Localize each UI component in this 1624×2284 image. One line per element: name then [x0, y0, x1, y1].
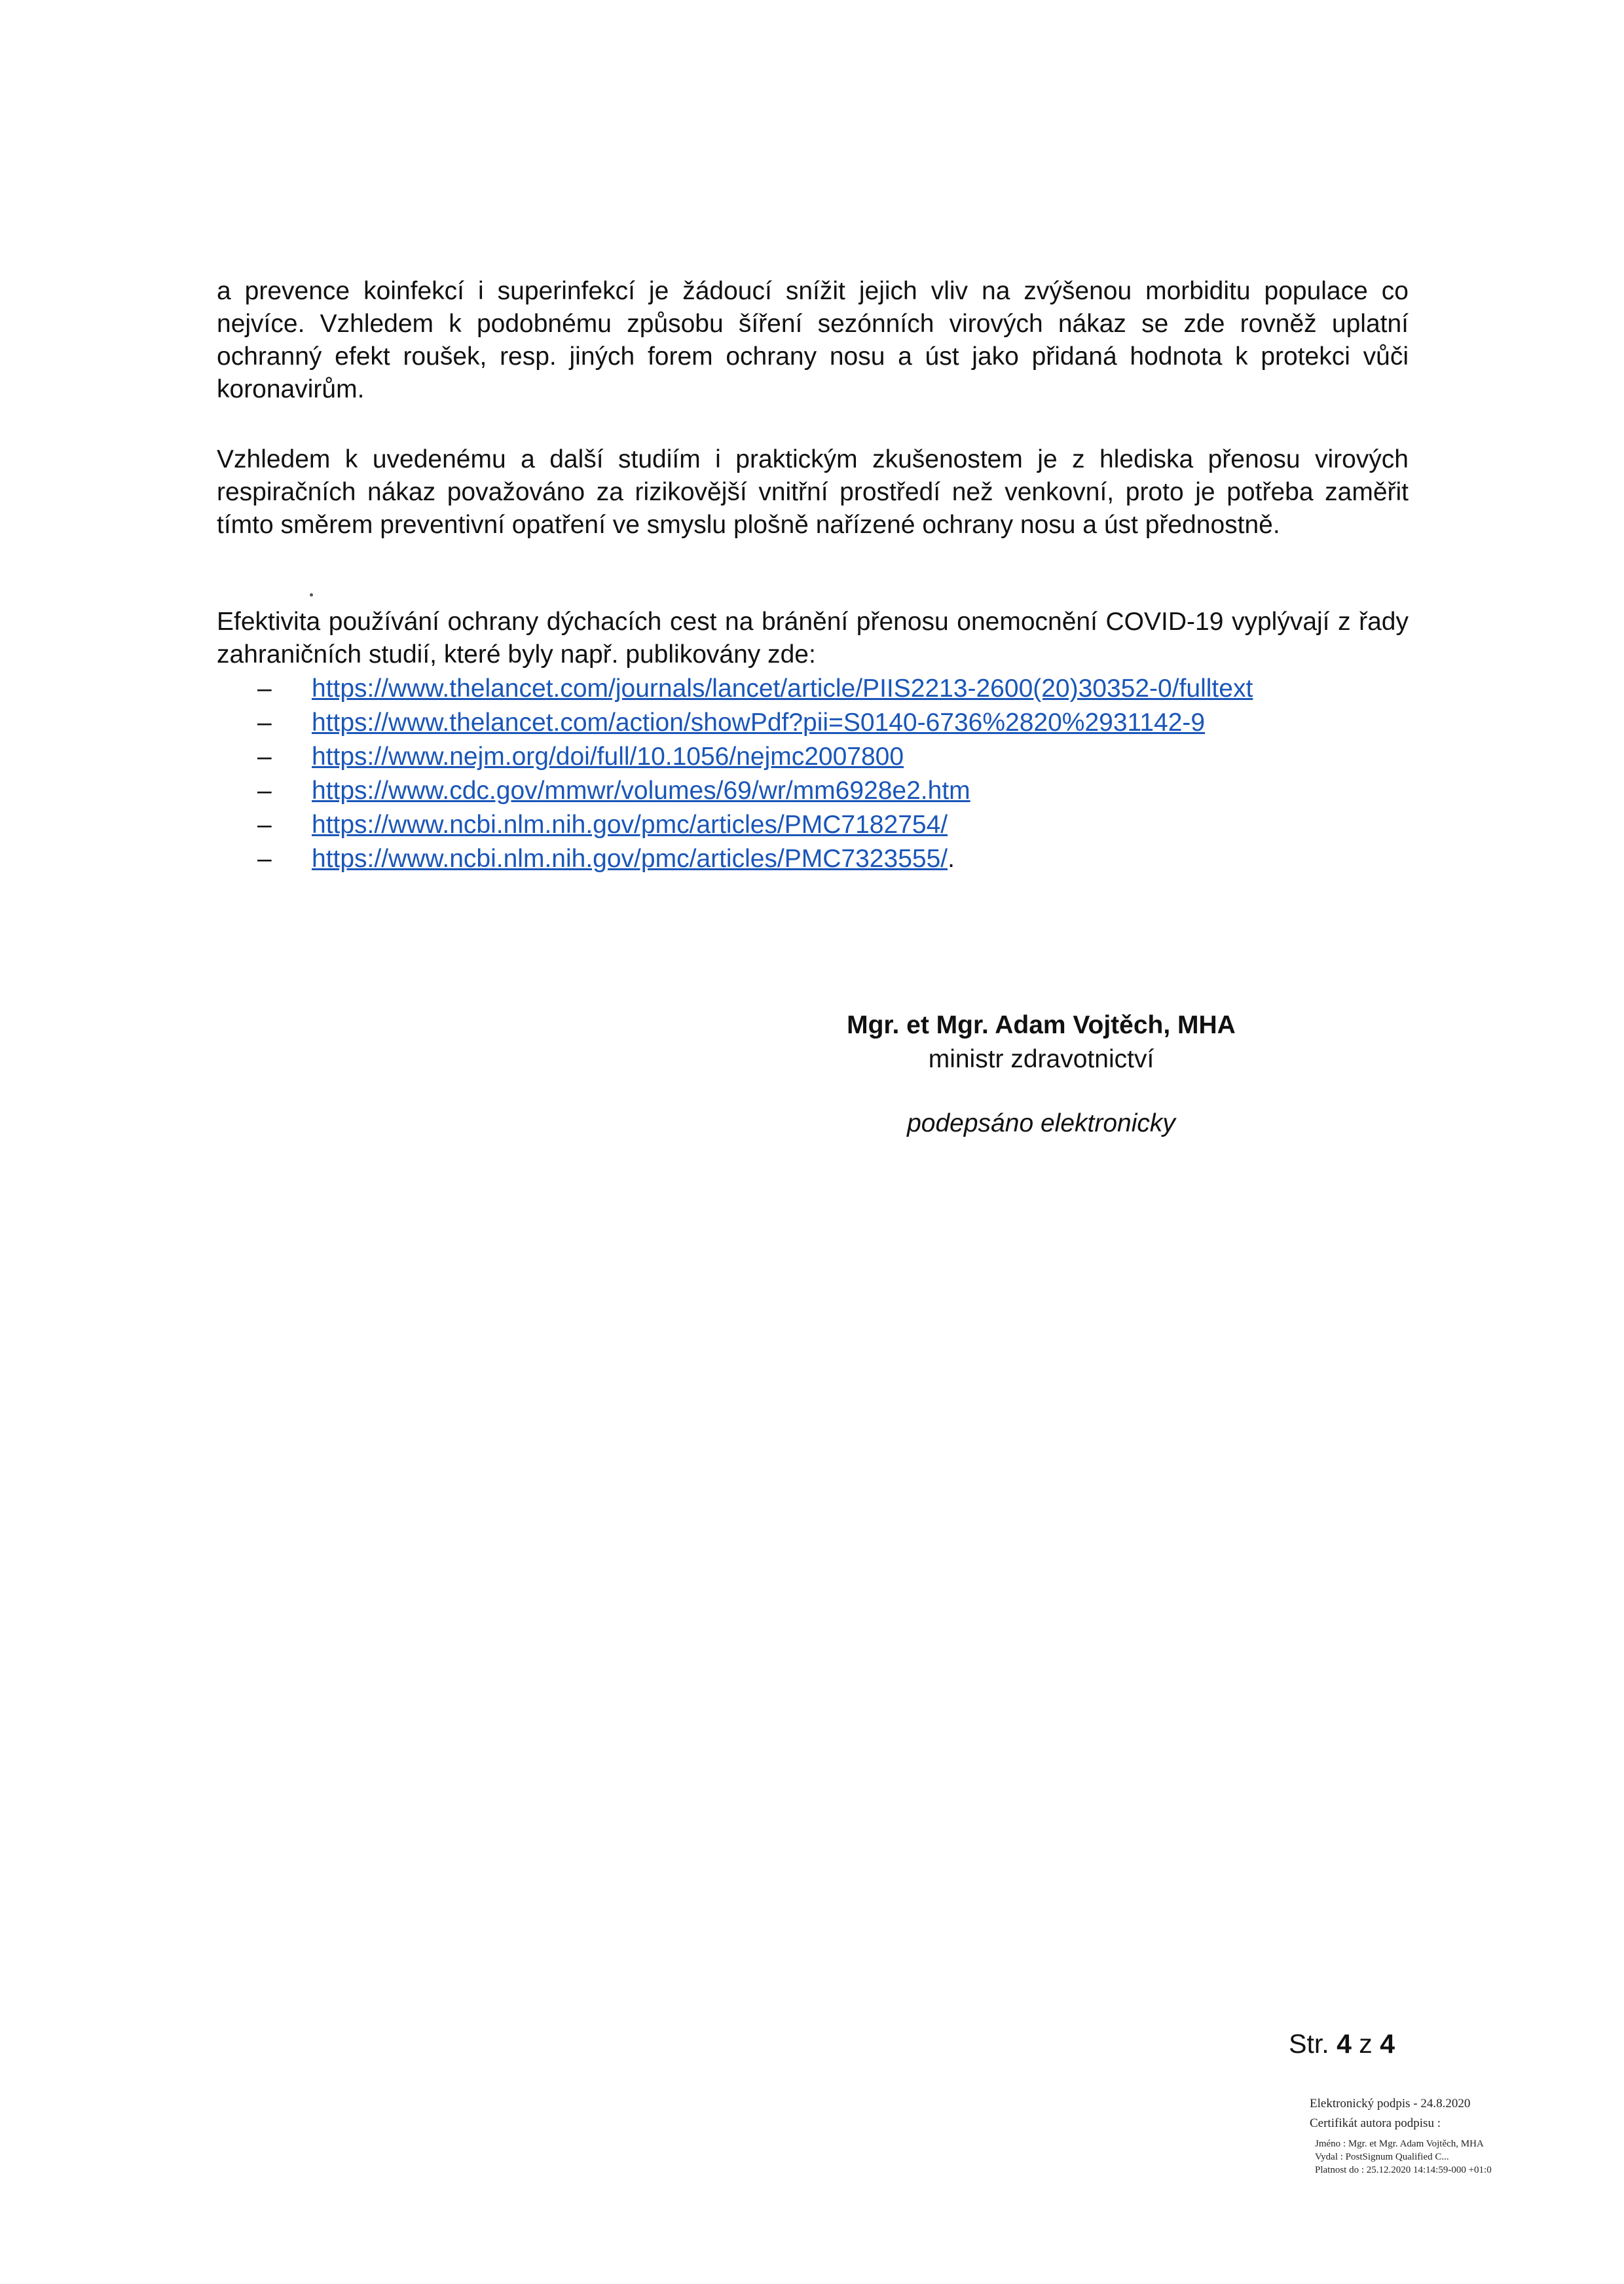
- page-number-total: 4: [1380, 2029, 1395, 2059]
- study-link-nejm[interactable]: https://www.nejm.org/doi/full/10.1056/nejmc2007800: [312, 743, 904, 771]
- list-item: [217, 808, 1253, 842]
- paragraph-indoor-risk: Vzhledem k uvedenému a další studiím i praktickým zkušenostem je z hlediska přenosu virových respiračních nákaz považováno za rizikovější vnitřní prostředí než venkovní, proto je potřeba zaměřit tímto směrem preventivní opatření ve smyslu plošně nařízené ochrany nosu a úst přednostně.: [217, 445, 1409, 539]
- scan-dot: [310, 593, 313, 597]
- signed-electronically-note: podepsáno elektronicky: [907, 1109, 1175, 1137]
- paragraph-prevention: a prevence koinfekcí i superinfekcí je žádoucí snížit jejich vliv na zvýšenou morbiditu populace co nejvíce. Vzhledem k podobnému způsobu šíření sezónních virových nákaz se zde rovněž uplatní ochranný efekt roušek, resp. jiných forem ochrany nosu a úst jako přidaná hodnota k protekci vůči koronavirům.: [217, 277, 1409, 403]
- page-number-separator: z: [1359, 2029, 1373, 2059]
- study-link-lancet-2[interactable]: https://www.thelancet.com/action/showPdf?pii=S0140-6736%2820%2931142-9: [312, 709, 1206, 737]
- study-links-list: [217, 672, 1253, 876]
- electronic-signature-stamp: [1310, 2094, 1559, 2177]
- signatory-title: ministr zdravotnictví: [928, 1045, 1154, 1073]
- esign-name: Jméno : Mgr. et Mgr. Adam Vojtěch, MHA: [1315, 2139, 1484, 2149]
- list-dash: –: [257, 743, 272, 771]
- list-dash: –: [257, 777, 272, 805]
- signature-block: [845, 1008, 1238, 1141]
- page-number-current: 4: [1337, 2029, 1352, 2059]
- list-item: [217, 842, 1253, 876]
- esign-validity: Platnost do : 25.12.2020 14:14:59-000 +01:0: [1315, 2165, 1492, 2175]
- page-number: [1289, 2029, 1395, 2059]
- esign-issuer: Vydal : PostSignum Qualified C...: [1315, 2152, 1449, 2162]
- study-link-cdc[interactable]: https://www.cdc.gov/mmwr/volumes/69/wr/mm6928e2.htm: [312, 777, 970, 805]
- study-link-lancet-1[interactable]: https://www.thelancet.com/journals/lancet/article/PIIS2213-2600(20)30352-0/fulltext: [312, 674, 1253, 703]
- esign-title: Elektronický podpis - 24.8.2020: [1310, 2097, 1471, 2110]
- list-dash: –: [257, 709, 272, 737]
- study-link-ncbi-1[interactable]: https://www.ncbi.nlm.nih.gov/pmc/articles/PMC7182754/: [312, 811, 948, 839]
- list-dash: –: [257, 811, 272, 839]
- list-dash: –: [257, 845, 272, 873]
- link-trailing-period: .: [948, 845, 955, 873]
- signatory-name: Mgr. et Mgr. Adam Vojtěch, MHA: [847, 1011, 1236, 1039]
- page-number-prefix: Str.: [1289, 2029, 1329, 2059]
- list-item: [217, 774, 1253, 808]
- list-dash: –: [257, 674, 272, 703]
- list-item: [217, 740, 1253, 774]
- list-item: [217, 672, 1253, 706]
- esign-certificate-label: Certifikát autora podpisu :: [1310, 2116, 1441, 2130]
- list-item: [217, 706, 1253, 740]
- study-link-ncbi-2[interactable]: https://www.ncbi.nlm.nih.gov/pmc/articles/PMC7323555/: [312, 845, 948, 873]
- paragraph-effectiveness: Efektivita používání ochrany dýchacích cest na bránění přenosu onemocnění COVID-19 vyplývají z řady zahraničních studií, které byly např. publikovány zde:: [217, 608, 1409, 669]
